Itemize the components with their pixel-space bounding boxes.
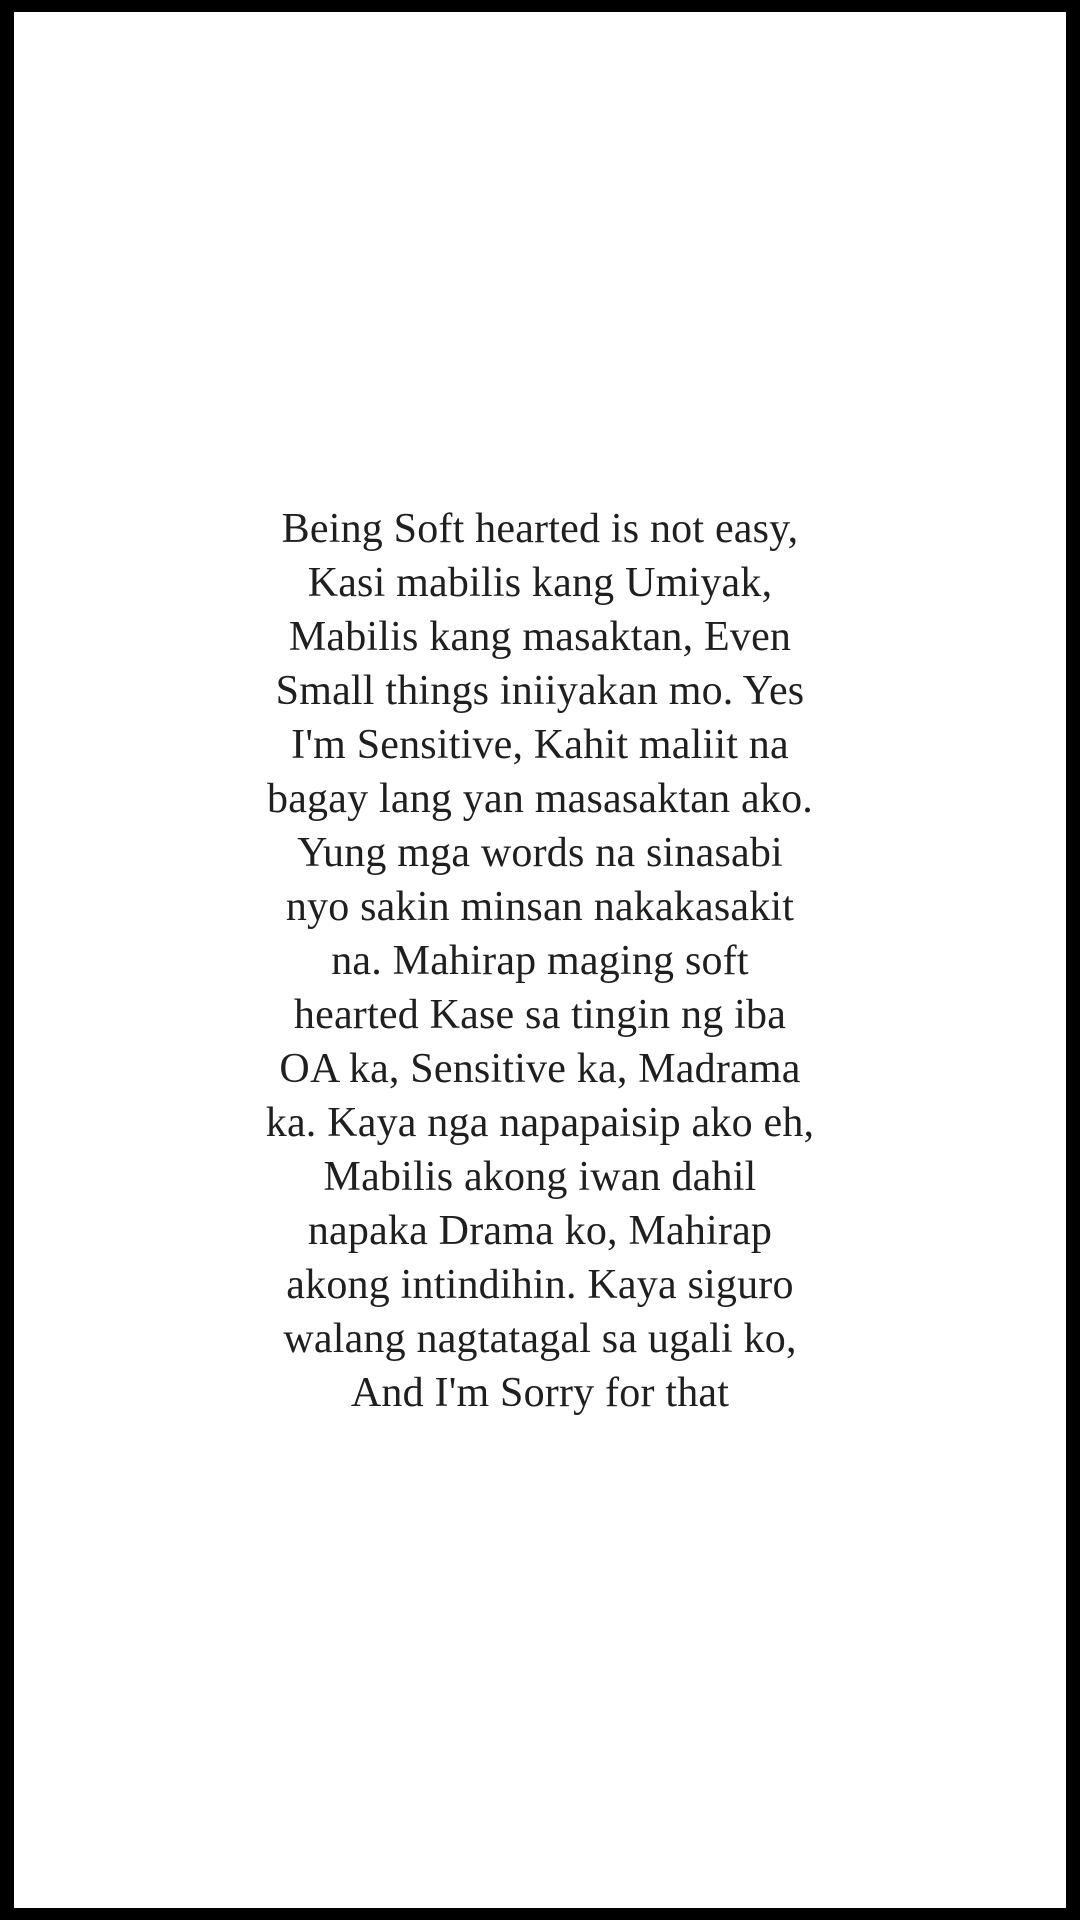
quote-line: hearted Kase sa tingin ng iba (293, 992, 787, 1038)
text-canvas (14, 12, 1066, 1908)
quote-line: And I'm Sorry for that (350, 1370, 730, 1416)
quote-line: OA ka, Sensitive ka, Madrama (279, 1046, 801, 1092)
quote-line: na. Mahirap maging soft (331, 938, 749, 984)
quote-line: walang nagtatagal sa ugali ko, (283, 1316, 797, 1362)
quote-line: Kasi mabilis kang Umiyak, (307, 560, 773, 606)
quote-line: bagay lang yan masasaktan ako. (267, 776, 813, 822)
quote-line: Mabilis akong iwan dahil (323, 1154, 757, 1200)
quote-line: ka. Kaya nga napapaisip ako eh, (265, 1100, 815, 1146)
quote-line: I'm Sensitive, Kahit maliit na (291, 722, 789, 768)
quote-line: Small things iniiyakan mo. Yes (275, 668, 805, 714)
quote-text-block (14, 502, 1066, 1420)
quote-line: napaka Drama ko, Mahirap (307, 1208, 773, 1254)
quote-line: nyo sakin minsan nakakasakit (285, 884, 795, 930)
quote-line: Mabilis kang masaktan, Even (288, 614, 792, 660)
quote-line: Being Soft hearted is not easy, (281, 506, 799, 552)
quote-line: Yung mga words na sinasabi (297, 830, 783, 876)
quote-line: akong intindihin. Kaya siguro (286, 1262, 794, 1308)
